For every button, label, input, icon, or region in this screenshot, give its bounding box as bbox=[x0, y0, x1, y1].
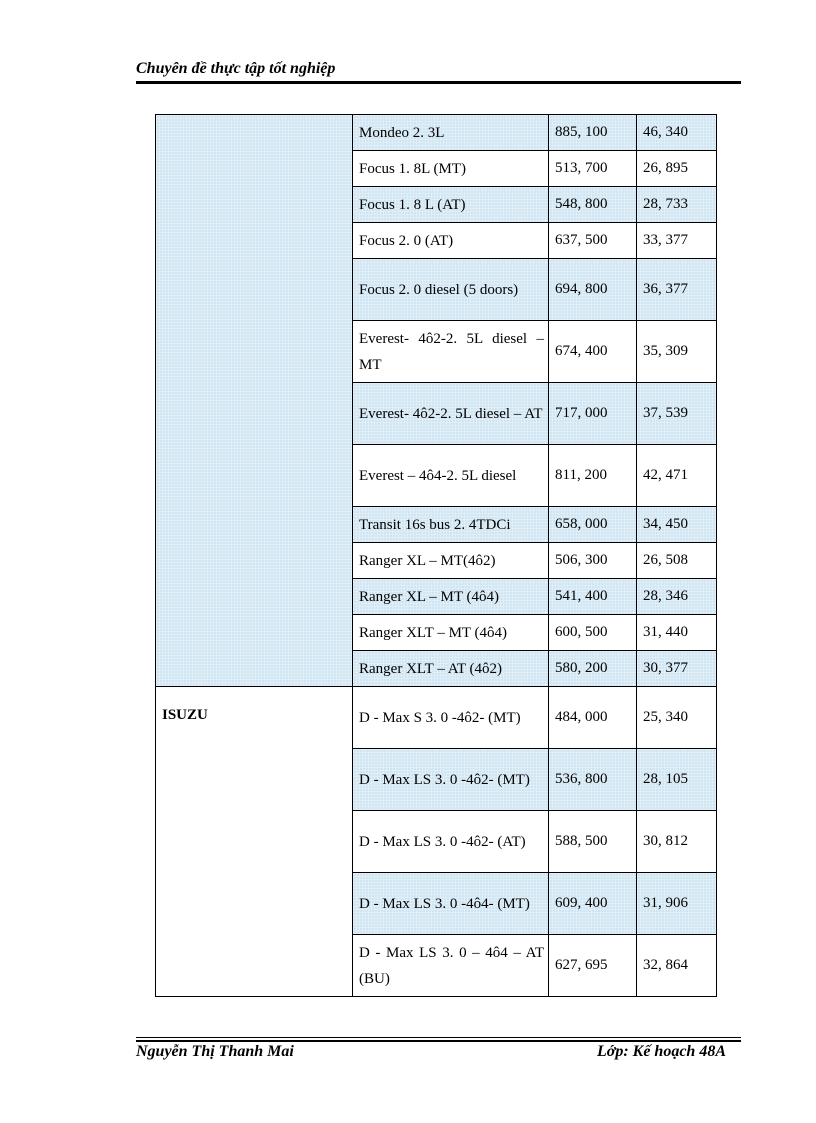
table-row bbox=[156, 687, 717, 749]
price-vnd-cell: 541, 400 bbox=[549, 579, 637, 615]
price-vnd-cell: 600, 500 bbox=[549, 615, 637, 651]
price-vnd-cell: 674, 400 bbox=[549, 321, 637, 383]
price-usd-cell: 26, 508 bbox=[637, 543, 717, 579]
price-usd-cell: 36, 377 bbox=[637, 259, 717, 321]
model-cell: D - Max LS 3. 0 – 4ô4 – AT (BU) bbox=[353, 935, 549, 997]
model-cell: Focus 2. 0 (AT) bbox=[353, 223, 549, 259]
price-usd-cell: 28, 733 bbox=[637, 187, 717, 223]
model-cell: D - Max S 3. 0 -4ô2- (MT) bbox=[353, 687, 549, 749]
price-usd-cell: 46, 340 bbox=[637, 115, 717, 151]
price-vnd-cell: 658, 000 bbox=[549, 507, 637, 543]
price-vnd-cell: 506, 300 bbox=[549, 543, 637, 579]
model-cell: Focus 1. 8L (MT) bbox=[353, 151, 549, 187]
model-cell: Ranger XL – MT(4ô2) bbox=[353, 543, 549, 579]
model-cell: Focus 2. 0 diesel (5 doors) bbox=[353, 259, 549, 321]
model-cell: Ranger XL – MT (4ô4) bbox=[353, 579, 549, 615]
price-vnd-cell: 536, 800 bbox=[549, 749, 637, 811]
price-usd-cell: 28, 105 bbox=[637, 749, 717, 811]
model-cell: Mondeo 2. 3L bbox=[353, 115, 549, 151]
price-usd-cell: 34, 450 bbox=[637, 507, 717, 543]
price-vnd-cell: 484, 000 bbox=[549, 687, 637, 749]
model-cell: Focus 1. 8 L (AT) bbox=[353, 187, 549, 223]
price-vnd-cell: 717, 000 bbox=[549, 383, 637, 445]
brand-cell bbox=[156, 115, 353, 687]
price-usd-cell: 30, 812 bbox=[637, 811, 717, 873]
price-usd-cell: 33, 377 bbox=[637, 223, 717, 259]
price-table-body bbox=[156, 115, 717, 997]
price-vnd-cell: 811, 200 bbox=[549, 445, 637, 507]
footer-rule-bottom bbox=[136, 1040, 741, 1042]
price-usd-cell: 37, 539 bbox=[637, 383, 717, 445]
page-header-title: Chuyên đề thực tập tốt nghiệp bbox=[136, 60, 336, 77]
model-cell: Ranger XLT – AT (4ô2) bbox=[353, 651, 549, 687]
price-usd-cell: 32, 864 bbox=[637, 935, 717, 997]
model-cell: Everest – 4ô4-2. 5L diesel bbox=[353, 445, 549, 507]
price-vnd-cell: 609, 400 bbox=[549, 873, 637, 935]
price-usd-cell: 31, 440 bbox=[637, 615, 717, 651]
price-vnd-cell: 513, 700 bbox=[549, 151, 637, 187]
price-usd-cell: 35, 309 bbox=[637, 321, 717, 383]
header-rule bbox=[136, 81, 741, 84]
price-usd-cell: 42, 471 bbox=[637, 445, 717, 507]
model-cell: Everest- 4ô2-2. 5L diesel – MT bbox=[353, 321, 549, 383]
price-table bbox=[155, 114, 717, 997]
model-cell: Transit 16s bus 2. 4TDCi bbox=[353, 507, 549, 543]
footer-rule-top bbox=[136, 1037, 741, 1038]
footer-class: Lớp: Kế hoạch 48A bbox=[596, 1043, 726, 1060]
price-vnd-cell: 627, 695 bbox=[549, 935, 637, 997]
table-row bbox=[156, 115, 717, 151]
model-cell: Everest- 4ô2-2. 5L diesel – AT bbox=[353, 383, 549, 445]
price-usd-cell: 25, 340 bbox=[637, 687, 717, 749]
price-vnd-cell: 548, 800 bbox=[549, 187, 637, 223]
price-usd-cell: 31, 906 bbox=[637, 873, 717, 935]
price-vnd-cell: 580, 200 bbox=[549, 651, 637, 687]
price-vnd-cell: 885, 100 bbox=[549, 115, 637, 151]
price-vnd-cell: 588, 500 bbox=[549, 811, 637, 873]
model-cell: D - Max LS 3. 0 -4ô4- (MT) bbox=[353, 873, 549, 935]
footer-author: Nguyễn Thị Thanh Mai bbox=[136, 1043, 294, 1060]
price-usd-cell: 28, 346 bbox=[637, 579, 717, 615]
price-usd-cell: 30, 377 bbox=[637, 651, 717, 687]
model-cell: Ranger XLT – MT (4ô4) bbox=[353, 615, 549, 651]
price-usd-cell: 26, 895 bbox=[637, 151, 717, 187]
brand-cell: ISUZU bbox=[156, 687, 353, 997]
price-vnd-cell: 694, 800 bbox=[549, 259, 637, 321]
model-cell: D - Max LS 3. 0 -4ô2- (AT) bbox=[353, 811, 549, 873]
price-vnd-cell: 637, 500 bbox=[549, 223, 637, 259]
model-cell: D - Max LS 3. 0 -4ô2- (MT) bbox=[353, 749, 549, 811]
